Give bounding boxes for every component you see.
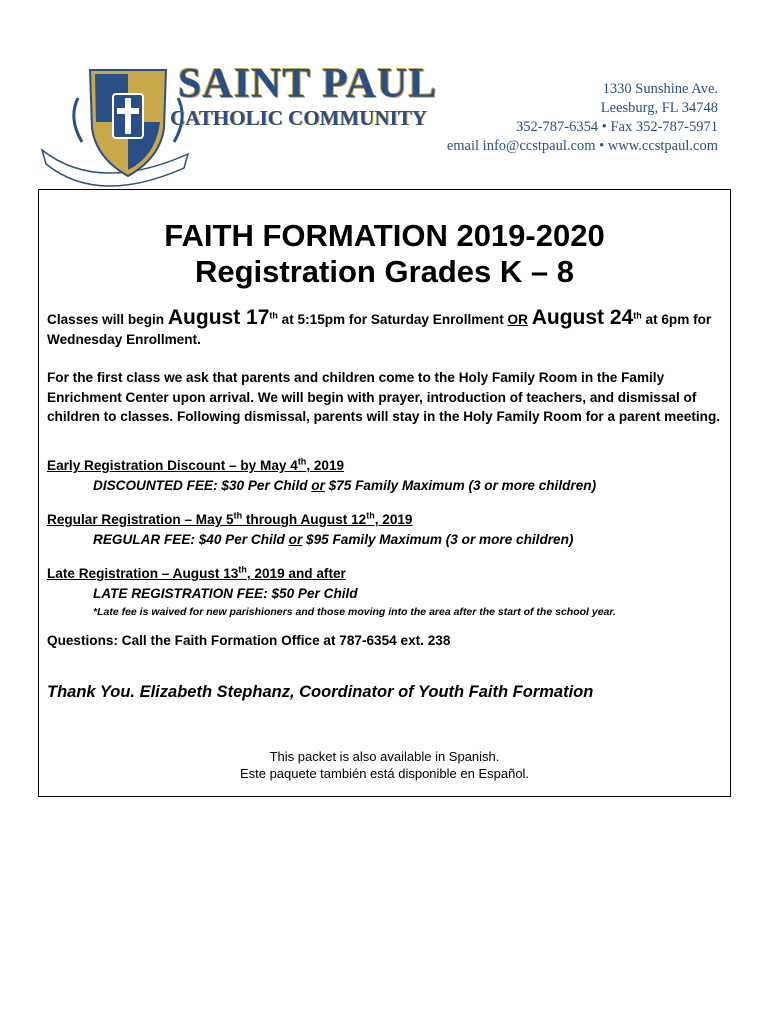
start-sup-2: th <box>633 310 642 321</box>
early-fee <box>47 476 723 496</box>
start-date-wednesday: August 24 <box>531 306 634 329</box>
address-email-web: email info@ccstpaul.com • www.ccstpaul.com <box>446 138 718 154</box>
spanish-note-spanish: Este paquete también está disponible en Español. <box>239 766 530 781</box>
notice-subtitle: Registration Grades K – 8 <box>194 254 574 289</box>
start-text-4: at 6pm for Wednesday Enrollment. <box>47 312 712 347</box>
org-name-line1: SAINT PAUL <box>178 61 438 107</box>
early-heading-year: , 2019 <box>306 458 345 473</box>
early-fee-family: $75 Family Maximum (3 or more children) <box>324 477 597 493</box>
start-date-saturday: August 17 <box>167 306 270 329</box>
early-heading-sup: th <box>297 456 307 467</box>
notice-title: FAITH FORMATION 2019-2020 <box>164 218 605 253</box>
org-name-line2: CATHOLIC COMMUNITY <box>170 106 427 130</box>
early-fee-or: or <box>311 477 325 493</box>
address-city: Leesburg, FL 34748 <box>600 100 718 116</box>
late-heading-year: , 2019 and after <box>246 566 346 581</box>
late-fee-waiver-note: *Late fee is waived for new parishioners and those moving into the area after the start of the school year. <box>93 606 616 618</box>
address-phone: 352-787-6354 • Fax 352-787-5971 <box>515 119 718 135</box>
parish-address-block <box>447 80 718 156</box>
class-start-dates <box>47 308 723 349</box>
address-street: 1330 Sunshine Ave. <box>602 81 718 97</box>
early-fee-child: DISCOUNTED FEE: $30 Per Child <box>93 477 312 493</box>
first-class-paragraph: For the first class we ask that parents and children come to the Holy Family Room in the Family Enrichment Center upon arrival. We will begin with prayer, introduction of teachers, and dismissal of children to classes. Following dismissal, parents will stay in the Holy Family Room for a parent meeting. <box>47 370 721 424</box>
spanish-availability <box>39 748 730 782</box>
late-registration <box>47 564 723 623</box>
regular-heading <box>47 510 723 530</box>
regular-heading-text: Regular Registration – May 5 <box>47 512 234 527</box>
thank-you-signature: Thank You. Elizabeth Stephanz, Coordinator of Youth Faith Formation <box>47 683 594 701</box>
regular-fee-family: $95 Family Maximum (3 or more children) <box>302 531 574 547</box>
early-registration <box>47 456 723 495</box>
regular-registration <box>47 510 723 549</box>
regular-heading-year: , 2019 <box>374 512 413 527</box>
regular-heading-sup-2: th <box>366 510 375 521</box>
late-fee: LATE REGISTRATION FEE: $50 Per Child <box>93 585 358 601</box>
regular-fee <box>47 530 723 550</box>
early-heading <box>47 456 723 476</box>
late-heading-sup: th <box>238 564 247 575</box>
regular-heading-sup-1: th <box>233 510 243 521</box>
regular-heading-through: through August 12 <box>242 512 367 527</box>
parish-logo <box>38 58 438 188</box>
start-or: OR <box>507 312 528 327</box>
early-heading-text: Early Registration Discount – by May 4 <box>47 458 298 473</box>
start-text-1: Classes will begin <box>47 312 168 327</box>
registration-notice <box>38 189 731 797</box>
spanish-note-english: This packet is also available in Spanish. <box>269 749 500 764</box>
late-heading-text: Late Registration – August 13 <box>47 566 239 581</box>
regular-fee-or: or <box>288 531 303 547</box>
start-text-2: at 5:15pm for Saturday Enrollment <box>277 312 508 327</box>
questions-contact: Questions: Call the Faith Formation Office at 787-6354 ext. 238 <box>47 633 451 648</box>
late-heading <box>47 564 723 584</box>
start-sup-1: th <box>269 310 278 321</box>
regular-fee-child: REGULAR FEE: $40 Per Child <box>93 531 289 547</box>
